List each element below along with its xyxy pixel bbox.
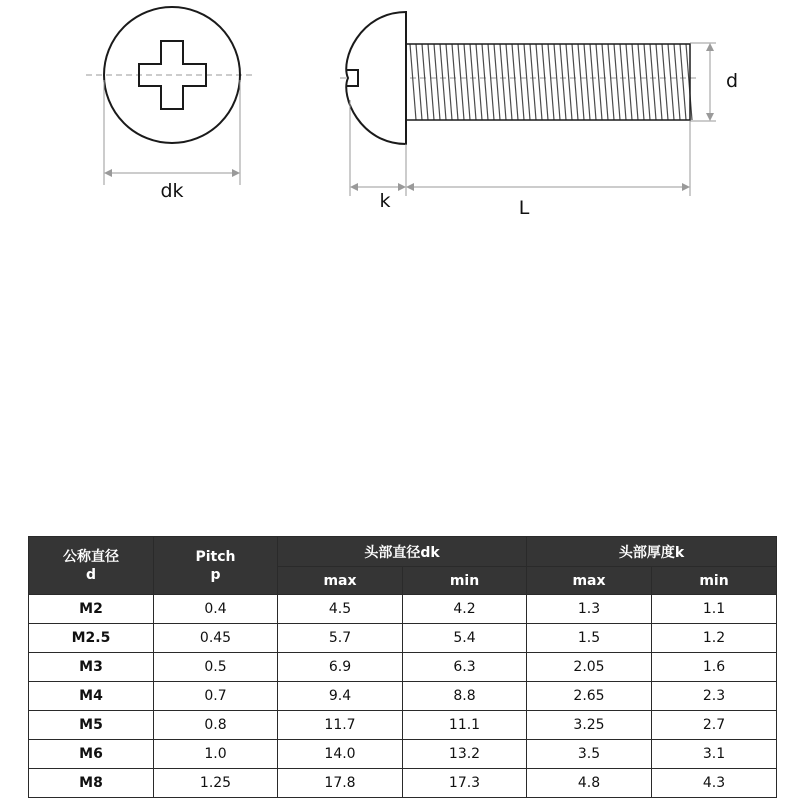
cell-dk-max: 17.8 [278,769,403,798]
cell-k-min: 2.7 [652,711,777,740]
thread-ridge [554,44,560,120]
cell-dk-min: 11.1 [403,711,527,740]
cell-k-max: 1.3 [527,595,652,624]
d-arrow-top [706,43,714,51]
thread-ridge [458,44,464,120]
header-dk-min: min [403,567,527,595]
cell-dk-max: 6.9 [278,653,403,682]
cell-dk-max: 5.7 [278,624,403,653]
header-nominal-diameter: 公称直径 d [29,537,154,595]
cell-k-min: 3.1 [652,740,777,769]
cell-pitch: 1.25 [154,769,278,798]
thread-ridge [542,44,548,120]
dk-arrow-right [232,169,240,177]
L-arrow-right [682,183,690,191]
cell-k-max: 3.25 [527,711,652,740]
thread-ridge [680,44,686,120]
cell-k-min: 2.3 [652,682,777,711]
thread-ridge [566,44,572,120]
thread-ridge [644,44,650,120]
thread-ridge [416,44,422,120]
thread-ridge [518,44,524,120]
header-dk-max: max [278,567,403,595]
cell-pitch: 0.7 [154,682,278,711]
cell-pitch: 0.4 [154,595,278,624]
screw-spec-table [28,536,777,798]
thread-ridge [446,44,452,120]
thread-ridge [494,44,500,120]
table-row [29,740,777,769]
header-k-max: max [527,567,652,595]
d-arrow-bottom [706,113,714,121]
cell-pitch: 1.0 [154,740,278,769]
thread-ridge [650,44,656,120]
cell-size: M4 [29,682,154,711]
cell-k-max: 2.05 [527,653,652,682]
header-pitch: Pitch p [154,537,278,595]
thread-ridge [488,44,494,120]
thread-ridge [500,44,506,120]
cell-dk-min: 4.2 [403,595,527,624]
thread-ridge [410,44,416,120]
thread-ridge [614,44,620,120]
thread-ridge [674,44,680,120]
cell-dk-min: 17.3 [403,769,527,798]
cell-pitch: 0.8 [154,711,278,740]
k-arrow-left [350,183,358,191]
thread-ridge [530,44,536,120]
threaded-shank [410,44,692,120]
table-row [29,653,777,682]
header-head-thickness-k: 头部厚度k [527,537,777,567]
cell-dk-min: 6.3 [403,653,527,682]
table-row [29,624,777,653]
thread-ridge [584,44,590,120]
cell-k-max: 2.65 [527,682,652,711]
thread-ridge [476,44,482,120]
cell-k-min: 1.6 [652,653,777,682]
L-label: L [518,197,530,219]
table-row [29,595,777,624]
thread-ridge [626,44,632,120]
cell-pitch: 0.45 [154,624,278,653]
thread-ridge [440,44,446,120]
screw-side-view [340,12,738,219]
thread-ridge [578,44,584,120]
thread-ridge [602,44,608,120]
screw-head-top-view [86,7,256,202]
cell-pitch: 0.5 [154,653,278,682]
table-row [29,711,777,740]
cell-k-min: 1.1 [652,595,777,624]
cell-k-max: 1.5 [527,624,652,653]
L-arrow-left [406,183,414,191]
table-row [29,769,777,798]
cell-dk-max: 9.4 [278,682,403,711]
cell-dk-min: 13.2 [403,740,527,769]
cell-size: M5 [29,711,154,740]
thread-ridge [524,44,530,120]
dk-arrow-left [104,169,112,177]
thread-ridge [536,44,542,120]
thread-ridge [452,44,458,120]
cell-size: M3 [29,653,154,682]
cell-k-max: 4.8 [527,769,652,798]
cell-size: M8 [29,769,154,798]
k-arrow-right [398,183,406,191]
cell-dk-min: 5.4 [403,624,527,653]
cell-size: M2 [29,595,154,624]
thread-ridge [590,44,596,120]
thread-ridge [632,44,638,120]
cell-k-min: 4.3 [652,769,777,798]
screw-drawing [0,0,800,240]
d-label: d [726,70,739,92]
thread-ridge [638,44,644,120]
thread-ridge [506,44,512,120]
thread-ridge [422,44,428,120]
table-row [29,682,777,711]
thread-ridge [662,44,668,120]
cell-size: M2.5 [29,624,154,653]
thread-ridge [428,44,434,120]
thread-ridge [482,44,488,120]
header-k-min: min [652,567,777,595]
cell-k-min: 1.2 [652,624,777,653]
cell-size: M6 [29,740,154,769]
cell-dk-max: 11.7 [278,711,403,740]
thread-ridge [512,44,518,120]
thread-ridge [686,44,692,120]
cell-dk-min: 8.8 [403,682,527,711]
thread-ridge [572,44,578,120]
cell-dk-max: 4.5 [278,595,403,624]
thread-ridge [668,44,674,120]
thread-ridge [464,44,470,120]
thread-ridge [434,44,440,120]
thread-ridge [548,44,554,120]
thread-ridge [656,44,662,120]
thread-ridge [620,44,626,120]
thread-ridge [470,44,476,120]
cell-dk-max: 14.0 [278,740,403,769]
header-head-diameter-dk: 头部直径dk [278,537,527,567]
cell-k-max: 3.5 [527,740,652,769]
k-label: k [379,190,391,212]
dome-head [346,12,406,144]
thread-ridge [596,44,602,120]
dk-label: dk [160,180,184,202]
thread-ridge [560,44,566,120]
thread-ridge [608,44,614,120]
